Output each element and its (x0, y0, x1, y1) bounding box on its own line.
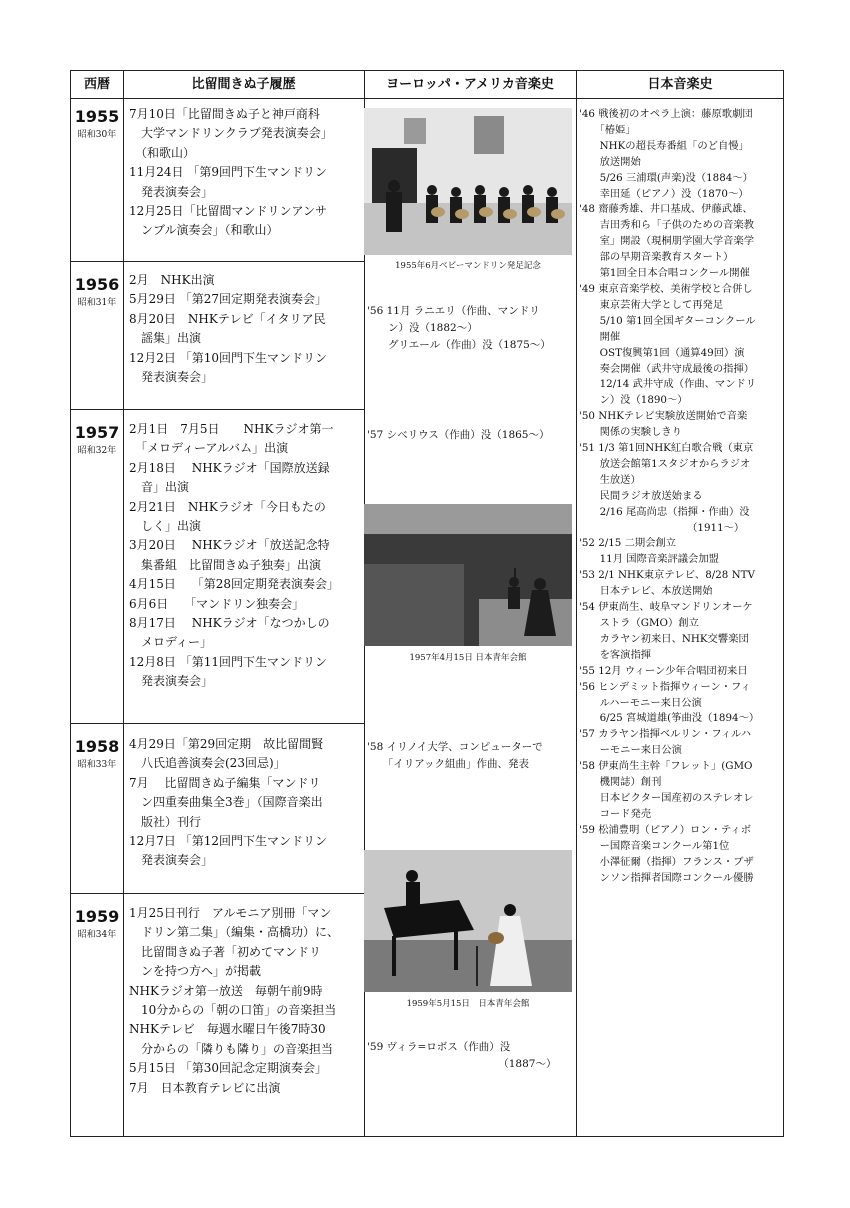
list-item: 12月8日 「第11回門下生マンドリン (129, 654, 327, 669)
list-item: ンブル演奏会」（和歌山） (129, 223, 279, 238)
list-item: '59 松浦豊明（ピアノ）ロン・ティボ (579, 823, 752, 836)
photo-concert-hall-1957 (364, 504, 572, 646)
list-item: '52 2/15 二期会創立 (579, 537, 677, 550)
list-item: ルハーモニー来日公演 (579, 696, 702, 709)
list-item: 2/16 尾高尚忠（指揮・作曲）没 (579, 505, 750, 518)
photo-caption: 1955年6月ベビーマンドリン発足記念 (395, 261, 541, 271)
list-item: 東京芸術大学として再発足 (579, 298, 724, 311)
list-item: '54 伊東尚生、岐阜マンドリンオーケ (579, 601, 753, 614)
list-item: 機関誌）創刊 (579, 776, 662, 789)
list-item: 7月10日「比留間きぬ子と神戸商科 (129, 107, 320, 121)
list-item: 4月29日「第29回定期 故比留間賢 (129, 737, 324, 751)
list-item: NHKの超長寿番組「のど自慢」 (579, 139, 749, 152)
list-item: 謡集」出演 (129, 331, 202, 346)
list-item: '56 11月 ラニエリ（作曲、マンドリ (367, 305, 540, 317)
list-item: 発表演奏会」 (129, 853, 214, 868)
list-item: 12月25日「比留間マンドリンアンサ (129, 204, 328, 219)
row-divider (71, 723, 123, 724)
column-divider (123, 71, 124, 1136)
list-item: 発表演奏会」 (129, 370, 214, 385)
list-item: （1911〜） (579, 521, 745, 534)
list-item: '50 NHKテレビ実験放送開始で音楽 (579, 410, 748, 423)
list-item: 2月21日 NHKラジオ「今日もたの (129, 499, 326, 514)
list-item: ン）没（1890〜） (579, 394, 688, 407)
list-item: 「メロディーアルバム」出演 (129, 441, 289, 456)
list-item: 八氏追善演奏会(23回忌)」 (129, 756, 286, 771)
list-item: '51 1/3 第1回NHK紅白歌合戦（東京 (579, 442, 754, 455)
euro-entry-1956 (367, 303, 575, 354)
row-divider (71, 409, 123, 410)
row-divider (71, 893, 123, 894)
header-biography: 比留間きぬ子履歴 (191, 77, 296, 92)
list-item: ン四重奏曲集全3巻」（国際音楽出 (129, 795, 323, 810)
list-item: 室」開設（現桐朋学園大学音楽学 (579, 235, 755, 248)
biography-1956 (129, 271, 361, 387)
list-item: 12月2日 「第10回門下生マンドリン (129, 350, 327, 365)
list-item: 部の早期音楽教育スタート） (579, 251, 734, 264)
year-1959: 1959 昭和34年 (74, 907, 120, 940)
list-item: '58 イリノイ大学、コンピューターで (367, 741, 543, 753)
list-item: 2月 NHK出演 (129, 273, 215, 287)
list-item: NHKラジオ第一放送 毎朝午前9時 (129, 983, 323, 998)
column-divider (576, 71, 577, 1136)
japan-music-history (579, 107, 779, 886)
table-header (71, 71, 783, 99)
euro-entry-1957 (367, 427, 575, 444)
list-item: 7月 日本教育テレビに出演 (129, 1080, 281, 1095)
list-item: 4月15日 「第28回定期発表演奏会」 (129, 577, 339, 592)
list-item: '57 シベリウス（作曲）没（1865〜） (367, 429, 550, 441)
list-item: ドリン第二集」（編集・高橋功）に、 (129, 925, 340, 940)
list-item: NHKテレビ 毎週水曜日午後7時30 (129, 1022, 326, 1037)
list-item: 2月18日 NHKラジオ「国際放送録 (129, 460, 330, 475)
history-table (70, 70, 784, 1137)
row-divider (123, 893, 364, 894)
list-item: 日本テレビ、本放送開始 (579, 585, 713, 598)
list-item: しく」出演 (129, 519, 202, 534)
list-item: '46 戦後初のオペラ上演：藤原歌劇団 (579, 108, 753, 120)
list-item: 5/26 三浦環(声楽)没（1884〜） (579, 171, 753, 184)
list-item: 放送開始 (579, 155, 641, 168)
list-item: ストラ（GMO）創立 (579, 617, 699, 629)
header-euro-american-history: ヨーロッパ・アメリカ音楽史 (386, 77, 554, 92)
list-item: 版社）刊行 (129, 814, 202, 829)
list-item: '48 齋藤秀雄、井口基成、伊藤武雄、 (579, 203, 753, 216)
list-item: カラヤン初来日、NHK交響楽団 (579, 632, 749, 645)
list-item: '56 ヒンデミット指揮ウィーン・フィ (579, 680, 751, 693)
list-item: ンを持つ方へ」が掲載 (129, 964, 262, 979)
list-item: 5月15日 「第30回記念定期演奏会」 (129, 1061, 327, 1076)
photo-baby-mandolin (364, 108, 572, 255)
list-item: 幸田延（ピアノ）没（1870〜） (579, 187, 749, 200)
list-item: 11月24日 「第9回門下生マンドリン (129, 165, 327, 180)
photo-concert-1959 (364, 850, 572, 992)
list-item: '57 カラヤン指揮ベルリン・フィルハ (579, 728, 752, 741)
list-item: 奏会開催（武井守成最後の指揮） (579, 362, 755, 375)
row-divider (71, 261, 123, 262)
biography-1957 (129, 420, 361, 692)
list-item: '59 ヴィラ=ロボス（作曲）没 (367, 1041, 511, 1053)
list-item: 関係の実験しきり (579, 426, 682, 439)
list-item: 分からの「隣りも隣り」の音楽担当 (129, 1041, 334, 1056)
list-item: ーモニー来日公演 (579, 744, 682, 757)
list-item: 6/25 宮城道雄(筝曲没（1894〜） (579, 712, 760, 725)
list-item: 集番組 比留間きぬ子独奏」出演 (129, 557, 322, 572)
list-item: '55 12月 ウィーン少年合唱団初来日 (579, 664, 748, 677)
list-item: （1887〜） (367, 1058, 557, 1070)
list-item: 8月20日 NHKテレビ「イタリア民 (129, 311, 326, 326)
list-item: 2月1日 7月5日 NHKラジオ第一 (129, 422, 334, 436)
photo-caption: 1959年5月15日 日本青年会館 (406, 999, 530, 1009)
list-item: ンソン指揮者国際コンクール優勝 (579, 871, 754, 884)
biography-1958 (129, 735, 361, 871)
list-item: ン）没（1882〜） (367, 322, 478, 334)
list-item: 音」出演 (129, 480, 190, 495)
list-item: 吉田秀和ら「子供のための音楽教 (579, 219, 755, 232)
list-item: 11月 国際音楽評議会加盟 (579, 553, 719, 566)
list-item: 比留間きぬ子著「初めてマンドリ (129, 944, 322, 959)
list-item: 8月17日 NHKラジオ「なつかしの (129, 616, 330, 631)
list-item: ー国際音楽コンクール第1位 (579, 839, 730, 852)
list-item: （和歌山） (129, 145, 196, 160)
list-item: 12月7日 「第12回門下生マンドリン (129, 834, 327, 849)
list-item: 1月25日刊行 アルモニア別冊「マン (129, 906, 332, 920)
list-item: 5/10 第1回全国ギターコンクール (579, 314, 756, 327)
year-1957: 1957 昭和32年 (74, 423, 120, 456)
photo-caption: 1957年4月15日 日本青年会館 (409, 653, 527, 663)
row-divider (123, 723, 364, 724)
list-item: 生放送） (579, 473, 641, 486)
list-item: 発表演奏会」 (129, 184, 214, 199)
list-item: 7月 比留間きぬ子編集「マンドリ (129, 775, 321, 790)
biography-1955 (129, 105, 361, 241)
list-item: を客演指揮 (579, 648, 652, 661)
list-item: 「椿姫」 (579, 123, 636, 136)
row-divider (123, 261, 364, 262)
row-divider (123, 409, 364, 410)
list-item: グリエール（作曲）没（1875〜） (367, 339, 551, 351)
year-1956: 1956 昭和31年 (74, 275, 120, 308)
list-item: メロディー」 (129, 635, 213, 650)
list-item: 放送会館第1スタジオからラジオ (579, 457, 751, 470)
header-japanese-history: 日本音楽史 (647, 77, 713, 92)
list-item: '53 2/1 NHK東京テレビ、8/28 NTV (579, 569, 755, 582)
list-item: OST復興第1回（通算49回）演 (579, 346, 745, 359)
list-item: 発表演奏会」 (129, 674, 214, 689)
list-item: 10分からの「朝の口笛」の音楽担当 (129, 1003, 337, 1018)
list-item: 3月20日 NHKラジオ「放送記念特 (129, 538, 330, 553)
list-item: 大学マンドリンクラブ発表演奏会」 (129, 126, 333, 141)
list-item: 小澤征爾（指揮）フランス・ブザ (579, 855, 754, 868)
list-item: 第1回全日本合唱コンクール開催 (579, 267, 750, 280)
euro-entry-1959 (367, 1039, 575, 1073)
list-item: '49 東京音楽学校、美術学校と合併し (579, 282, 753, 295)
list-item: 開催 (579, 330, 621, 343)
year-1958: 1958 昭和33年 (74, 737, 120, 770)
list-item: '58 伊東尚生主幹「フレット」(GMO (579, 760, 753, 773)
biography-1959 (129, 904, 361, 1098)
list-item: 民間ラジオ放送始まる (579, 489, 703, 502)
euro-entry-1958 (367, 739, 575, 773)
list-item: コード発売 (579, 807, 652, 820)
header-year: 西暦 (83, 77, 110, 92)
list-item: 「イリアック組曲」作曲、発表 (367, 758, 530, 770)
year-1955: 1955 昭和30年 (74, 107, 120, 140)
list-item: 6月6日 「マンドリン独奏会」 (129, 596, 305, 611)
list-item: 5月29日 「第27回定期発表演奏会」 (129, 292, 327, 307)
list-item: 12/14 武井守成（作曲、マンドリ (579, 378, 757, 391)
list-item: 日本ビクター国産初のステレオレ (579, 791, 754, 804)
